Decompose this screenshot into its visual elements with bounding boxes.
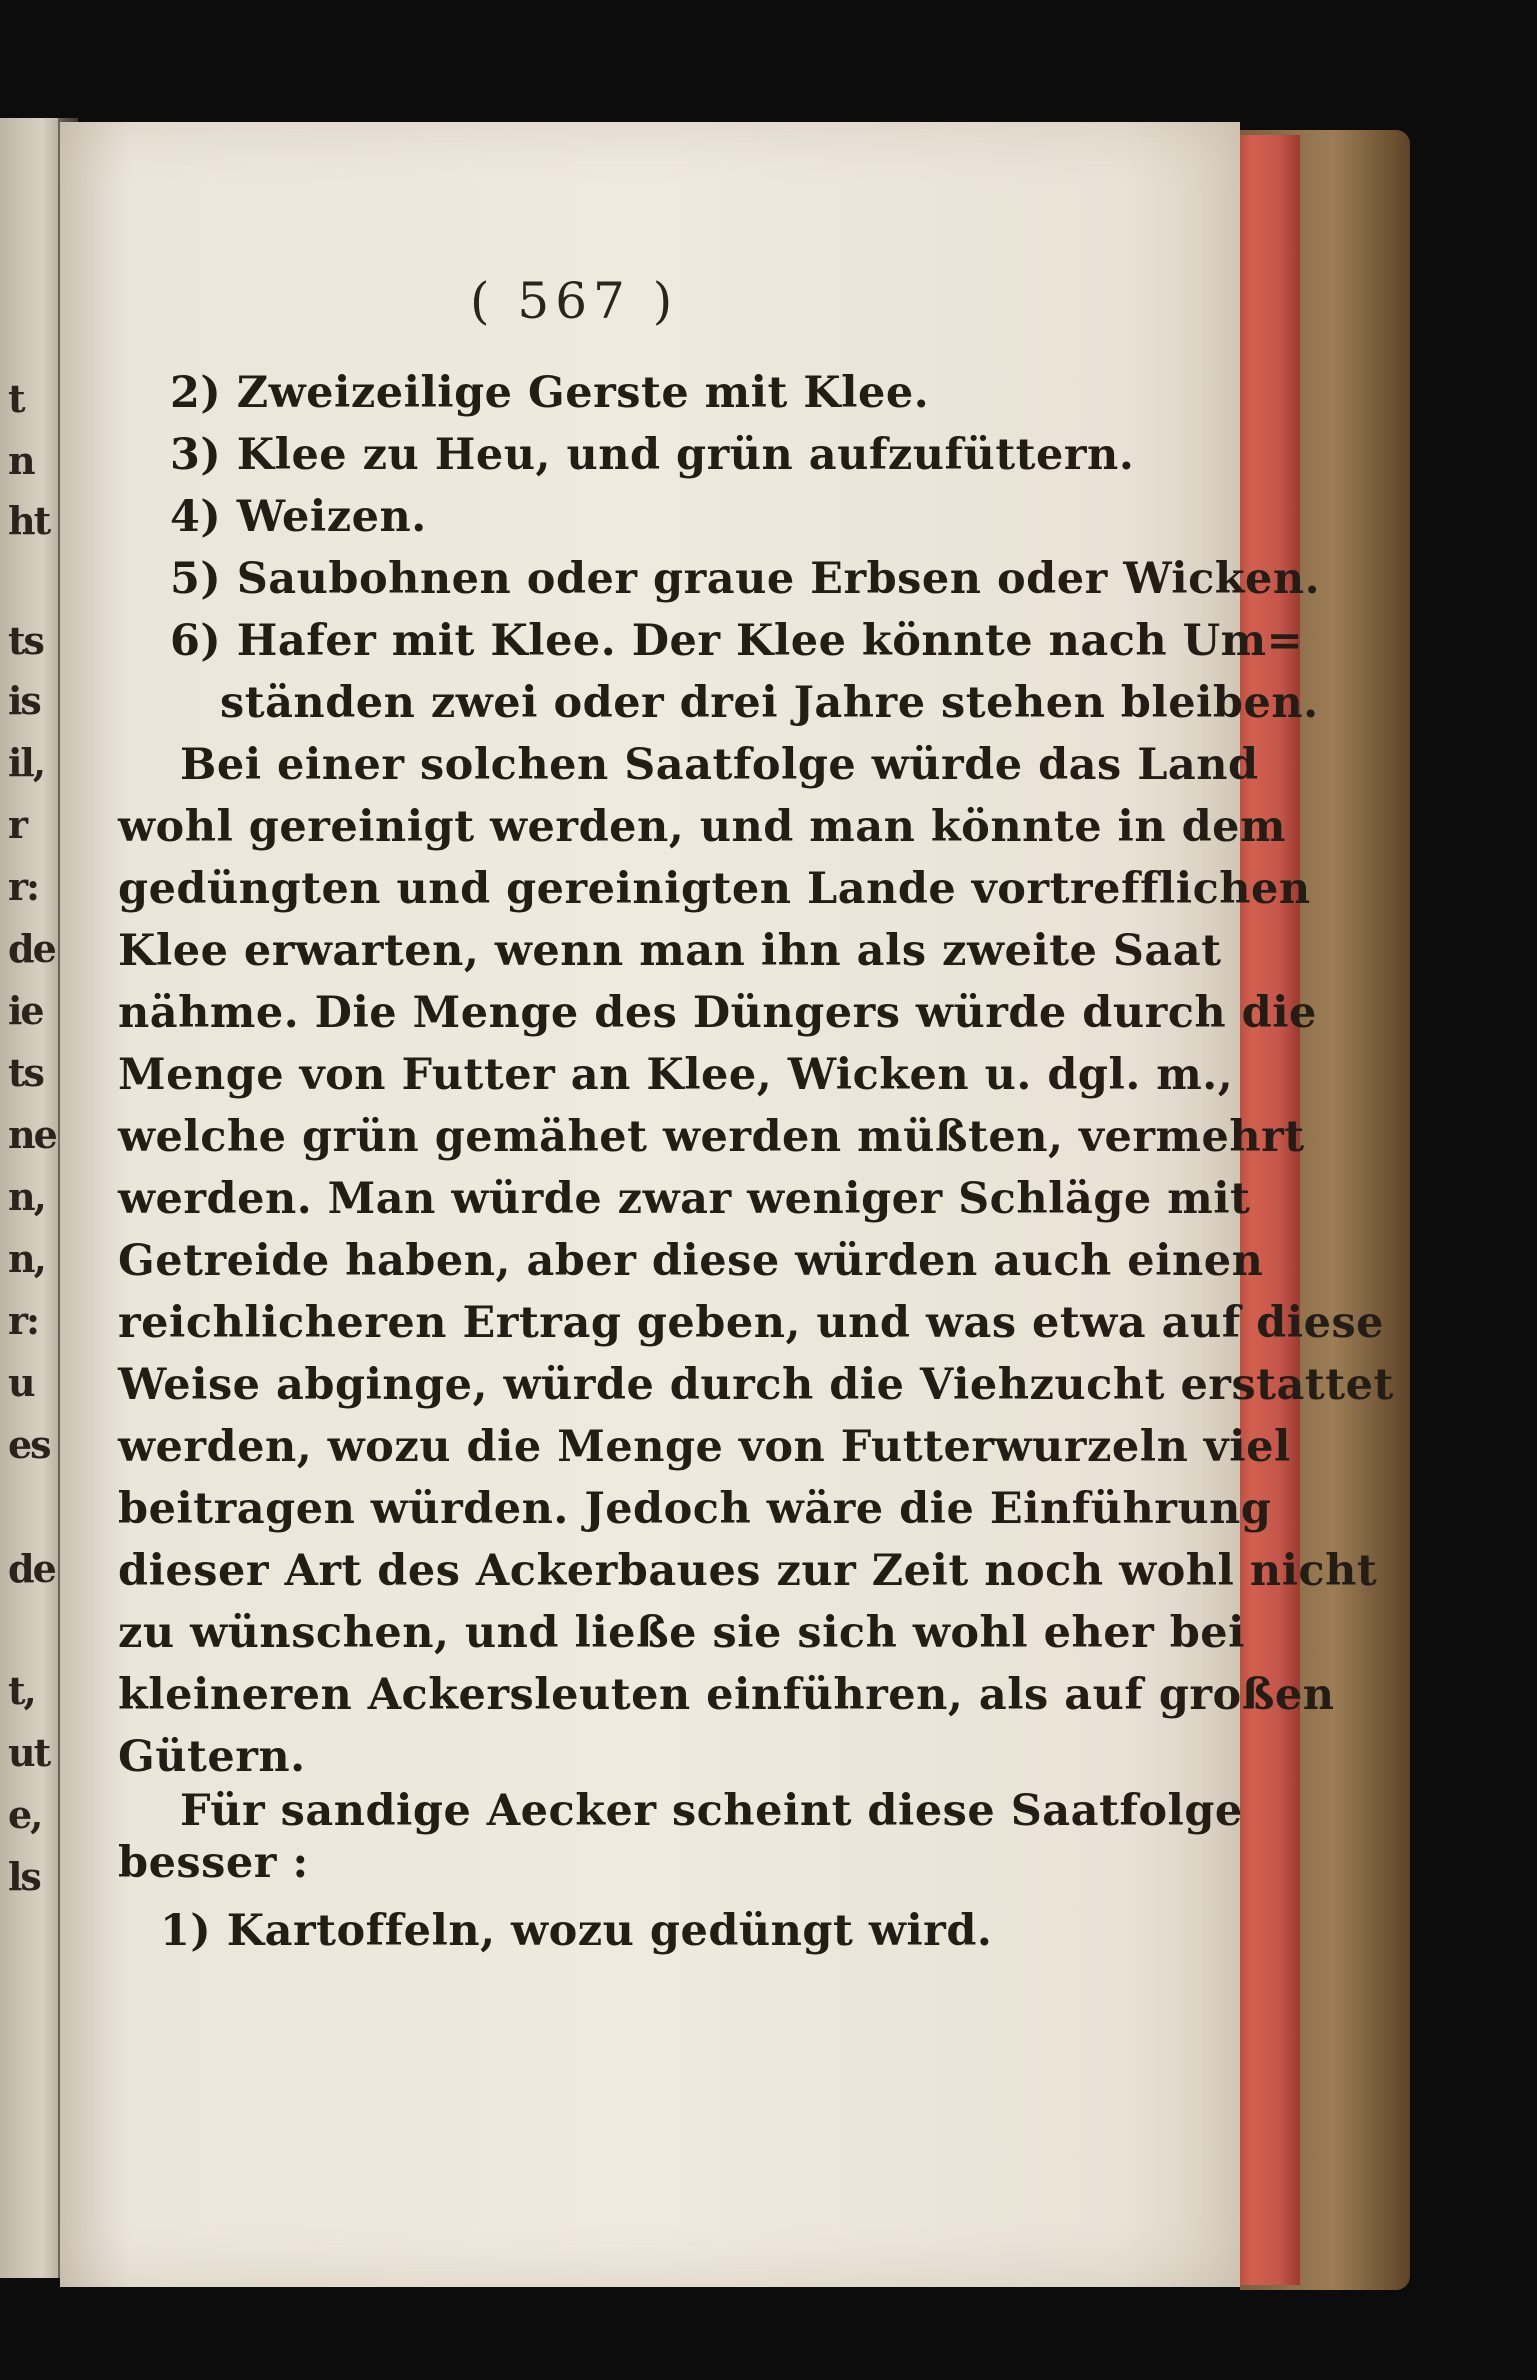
- page-number: ( 567 ): [470, 272, 679, 330]
- left-fragment: r:: [8, 1298, 39, 1343]
- left-fragment: ie: [8, 988, 43, 1033]
- text-line: dieser Art des Ackerbaues zur Zeit noch wohl nicht: [118, 1546, 1378, 1596]
- text-line: reichlicheren Ertrag geben, und was etwa auf diese: [118, 1298, 1385, 1348]
- text-line: gedüngten und gereinigten Lande vortrefflichen: [118, 864, 1311, 914]
- text-line: 1) Kartoffeln, wozu gedüngt wird.: [160, 1906, 993, 1956]
- left-fragment: t: [8, 376, 24, 421]
- text-line: Gütern.: [118, 1732, 306, 1782]
- text-line: Getreide haben, aber diese würden auch einen: [118, 1236, 1264, 1286]
- left-fragment: r: [8, 802, 27, 847]
- text-line: 5) Saubohnen oder graue Erbsen oder Wicken.: [170, 554, 1321, 604]
- left-fragment: es: [8, 1422, 50, 1467]
- left-fragment: il,: [8, 740, 45, 785]
- left-fragment: e,: [8, 1792, 42, 1837]
- left-fragment: n: [8, 438, 34, 483]
- text-line: ständen zwei oder drei Jahre stehen bleiben.: [220, 678, 1319, 728]
- left-fragment: ht: [8, 498, 50, 543]
- text-line: 3) Klee zu Heu, und grün aufzufüttern.: [170, 430, 1135, 480]
- text-line: 2) Zweizeilige Gerste mit Klee.: [170, 368, 930, 418]
- text-line: besser :: [118, 1838, 309, 1888]
- text-line: Menge von Futter an Klee, Wicken u. dgl. m.,: [118, 1050, 1234, 1100]
- text-line: welche grün gemähet werden müßten, vermehrt: [118, 1112, 1305, 1162]
- left-fragment: ut: [8, 1730, 50, 1775]
- text-line: werden, wozu die Menge von Futterwurzeln viel: [118, 1422, 1291, 1472]
- text-line: Für sandige Aecker scheint diese Saatfolge: [180, 1786, 1243, 1836]
- text-line: Weise abginge, würde durch die Viehzucht erstattet: [118, 1360, 1394, 1410]
- left-fragment: u: [8, 1360, 34, 1405]
- text-line: nähme. Die Menge des Düngers würde durch die: [118, 988, 1317, 1038]
- left-fragment: de: [8, 926, 55, 971]
- text-line: 6) Hafer mit Klee. Der Klee könnte nach Um=: [170, 616, 1304, 666]
- left-fragment: n,: [8, 1174, 45, 1219]
- text-line: Bei einer solchen Saatfolge würde das Land: [180, 740, 1259, 790]
- left-fragment: ne: [8, 1112, 56, 1157]
- left-fragment: ts: [8, 1050, 43, 1095]
- left-fragment: ts: [8, 618, 43, 663]
- left-fragment: n,: [8, 1236, 45, 1281]
- text-line: zu wünschen, und ließe sie sich wohl eher bei: [118, 1608, 1245, 1658]
- text-line: Klee erwarten, wenn man ihn als zweite Saat: [118, 926, 1222, 976]
- left-fragment: de: [8, 1546, 55, 1591]
- left-fragment: is: [8, 678, 40, 723]
- text-line: werden. Man würde zwar weniger Schläge mit: [118, 1174, 1251, 1224]
- text-line: wohl gereinigt werden, und man könnte in dem: [118, 802, 1287, 852]
- text-line: beitragen würden. Jedoch wäre die Einführung: [118, 1484, 1272, 1534]
- left-fragment: r:: [8, 864, 39, 909]
- left-fragment: t,: [8, 1668, 35, 1713]
- left-fragment: ls: [8, 1854, 40, 1899]
- text-line: 4) Weizen.: [170, 492, 427, 542]
- text-line: kleineren Ackersleuten einführen, als auf großen: [118, 1670, 1335, 1720]
